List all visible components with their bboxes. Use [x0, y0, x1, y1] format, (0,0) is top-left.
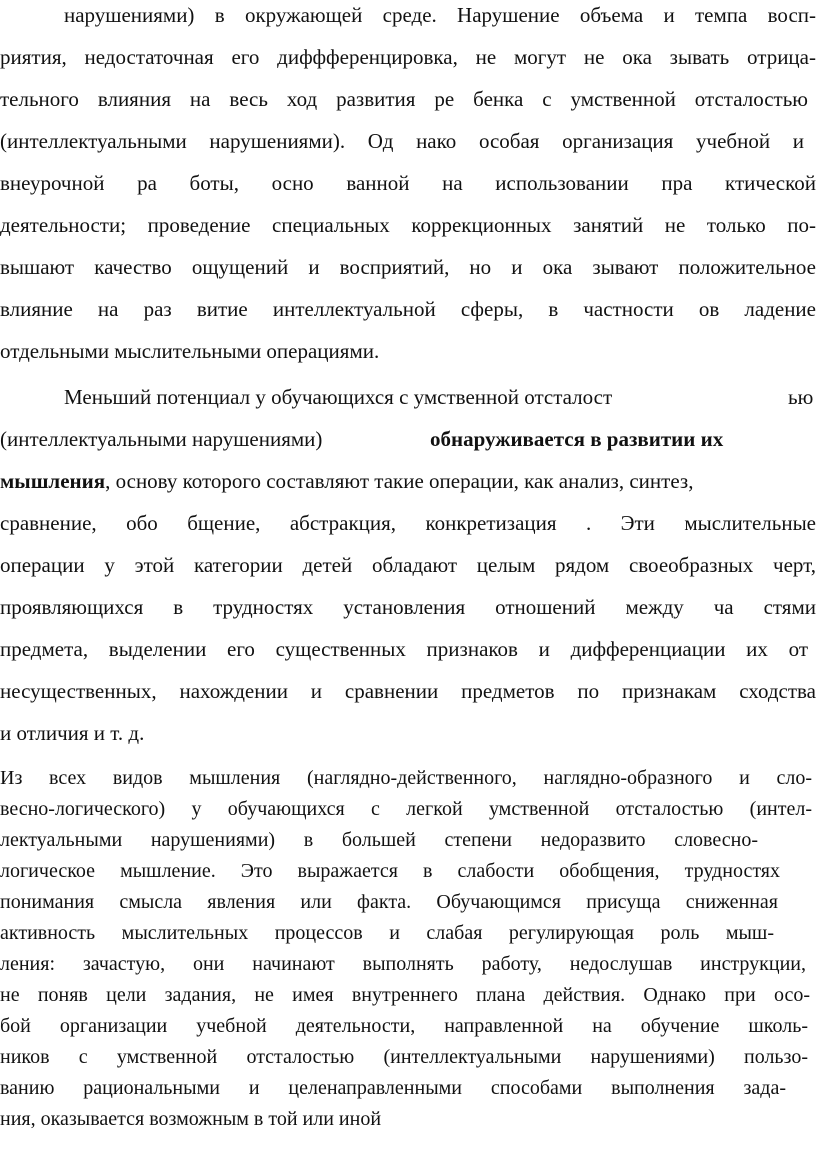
text-line: (интеллектуальными нарушениями). Од нако особая организация учебной и [0, 129, 804, 153]
bold-phrase: обнаруживается в развитии их [430, 427, 724, 451]
text-line: Из всех видов мышления (наглядно-действенного, наглядно-образного и сло- [0, 767, 812, 789]
text-line: логическое мышление. Это выражается в слабости обобщения, трудностях [0, 860, 780, 882]
text-line: проявляющихся в трудностях установления отношений между ча стями [0, 595, 816, 619]
text-line: деятельности; проведение специальных коррекционных занятий не только по- [0, 213, 816, 237]
text-line: ников с умственной отсталостью (интеллектуальными нарушениями) пользо- [0, 1046, 808, 1068]
text-line [0, 384, 816, 410]
text-line: весно-логического) у обучающихся с легкой умственной отсталостью (интел- [0, 798, 812, 820]
text-line: несущественных, нахождении и сравнении предметов по признакам сходства [0, 679, 816, 703]
text-line: лектуальными нарушениями) в большей степени недоразвито словесно- [0, 829, 758, 851]
text-fragment: (интеллектуальными нарушениями) [0, 427, 323, 451]
text-fragment: ью [788, 385, 814, 409]
text-line [0, 468, 816, 494]
text-line: тельного влияния на весь ход развития ре бенка с умственной отсталостью [0, 87, 808, 111]
text-line: сравнение, обо бщение, абстракция, конкретизация . Эти мыслительные [0, 511, 816, 535]
text-line: отдельными мыслительными операциями. [0, 339, 380, 363]
text-line: операции у этой категории детей обладают целым рядом своеобразных черт, [0, 553, 816, 577]
text-line: влияние на раз витие интеллектуальной сферы, в частности ов ладение [0, 297, 816, 321]
bold-phrase: Меньший потенциал у обучающихся с умственной отсталост [64, 385, 613, 409]
text-line [0, 426, 816, 452]
text-line: активность мыслительных процессов и слабая регулирующая роль мыш- [0, 922, 774, 944]
text-line: ванию рациональными и целенаправленными способами выполнения зада- [0, 1077, 786, 1099]
bold-term: мышления [0, 469, 106, 493]
text-line: предмета, выделении его существенных признаков и дифференциации их от [0, 637, 808, 661]
text-line: бой организации учебной деятельности, направленной на обучение школь- [0, 1015, 808, 1037]
text-line: риятия, недостаточная его диффференцировка, не могут не ока зывать отрица- [0, 45, 816, 69]
text-line: вышают качество ощущений и восприятий, но и ока зывают положительное [0, 255, 816, 279]
text-line: ления: зачастую, они начинают выполнять работу, недослушав инструкции, [0, 953, 806, 975]
text-fragment: , основу которого составляют такие операции, как анализ, синтез, [105, 469, 694, 493]
text-line: не поняв цели задания, не имея внутреннего плана действия. Однако при осо- [0, 984, 810, 1006]
text-line: понимания смысла явления или факта. Обучающимся присуща сниженная [0, 891, 778, 913]
text-line: и отличия и т. д. [0, 721, 145, 745]
text-line: нарушениями) в окружающей среде. Нарушение объема и темпа восп- [64, 3, 816, 27]
text-line: внеурочной ра боты, осно ванной на использовании пра ктической [0, 171, 816, 195]
text-line: ния, оказывается возможным в той или иной [0, 1108, 382, 1130]
